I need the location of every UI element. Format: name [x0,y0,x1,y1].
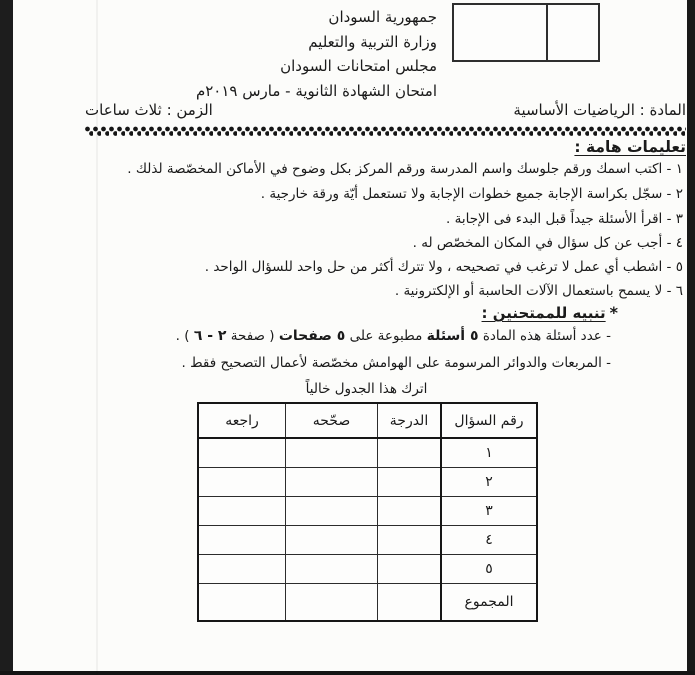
col-header-corrected-by: صحّحه [286,403,378,438]
scan-edge-right [687,0,695,675]
instruction-item: ٥ - اشطب أي عمل لا ترغب في تصحيحه ، ولا تترك أكثر من حل واحد للسؤال الواحد . [204,259,683,275]
empty-score-cell [378,584,442,622]
empty-score-cell [198,468,286,497]
empty-score-cell [378,468,442,497]
score-table-row [198,555,537,584]
ministry-line: وزارة التربية والتعليم [308,32,437,51]
notice-item1-pre: - عدد أسئلة هذه المادة [478,328,611,344]
time-label: الزمن : ثلاث ساعات [85,101,213,119]
empty-score-cell [286,438,378,468]
subject-label: المادة : الرياضيات الأساسية [513,101,686,119]
notice-item: - المربعات والدوائر المرسومة على الهوامش مخصّصة لأعمال التصحيح فقط . [181,355,611,371]
empty-score-cell [198,526,286,555]
notice-item1-bold-pages: ٥ صفحات [278,328,346,344]
score-table-row [198,468,537,497]
col-header-question-number: رقم السؤال [441,403,537,438]
empty-score-cell [198,438,286,468]
score-table-row [198,438,537,468]
council-line: مجلس امتحانات السودان [280,57,437,75]
empty-score-cell [198,497,286,526]
instruction-item: ٦ - لا يسمح باستعمال الآلات الحاسبة أو الإلكترونية . [394,283,683,299]
scan-edge-bottom [0,671,695,675]
empty-score-cell [378,526,442,555]
empty-score-cell [286,555,378,584]
instructions-heading: تعليمات هامة : [574,138,686,156]
empty-score-cell [378,555,442,584]
score-table-row [198,497,537,526]
score-table-row [198,526,537,555]
empty-score-cell [378,497,442,526]
col-header-grade: الدرجة [378,403,442,438]
country-line: جمهورية السودان [328,8,437,26]
row-label: ٤ [441,526,537,555]
exam-title-line: امتحان الشهادة الثانوية - مارس ٢٠١٩م [195,81,437,100]
asterisk-icon: * [609,303,618,322]
row-label-total: المجموع [441,584,537,622]
header-block [117,5,437,103]
row-label: ٥ [441,555,537,584]
scan-edge-left [0,0,13,675]
instruction-item: ٢ - سجّل بكراسة الإجابة جميع خطوات الإجابة ولا تستعمل أيّة ورقة خارجية . [260,186,683,202]
col-header-reviewed-by: راجعه [198,403,286,438]
instruction-item: ٤ - أجب عن كل سؤال في المكان المخصّص له . [412,235,683,251]
instruction-item: ١ - اكتب اسمك ورقم جلوسك واسم المدرسة ورقم المركز بكل وضوح في الأماكن المخصّصة لذلك . [127,161,683,177]
notice-item1-bold-range: ٢ - ٦ [193,328,227,344]
candidate-number-box [452,3,600,62]
empty-score-cell [198,584,286,622]
row-label: ٣ [441,497,537,526]
examinees-notice-heading [482,303,618,322]
empty-score-cell [378,438,442,468]
notice-item1-bold-questions: ٥ أسئلة [426,328,479,344]
empty-score-cell [198,555,286,584]
instruction-item: ٣ - اقرأ الأسئلة جيداً قبل البدء فى الإجابة . [446,211,683,227]
empty-score-cell [286,526,378,555]
row-label: ٢ [441,468,537,497]
score-table-header-row [198,403,537,438]
candidate-box-divider [546,5,548,60]
empty-score-cell [286,584,378,622]
notice-item1-end: ) . [175,328,194,344]
score-table [197,402,538,622]
examinees-notice-text: تنبيه للممتحنين : [481,304,606,322]
table-caption: اترك هذا الجدول خالياً [305,381,428,397]
notice-item1-mid: مطبوعة على [345,328,427,344]
score-table-total-row [198,584,537,622]
empty-score-cell [286,497,378,526]
row-label: ١ [441,438,537,468]
notice-item [176,328,611,344]
decorative-chain-separator [85,126,686,136]
notice-item1-mid2: ( صفحة [226,328,279,344]
empty-score-cell [286,468,378,497]
